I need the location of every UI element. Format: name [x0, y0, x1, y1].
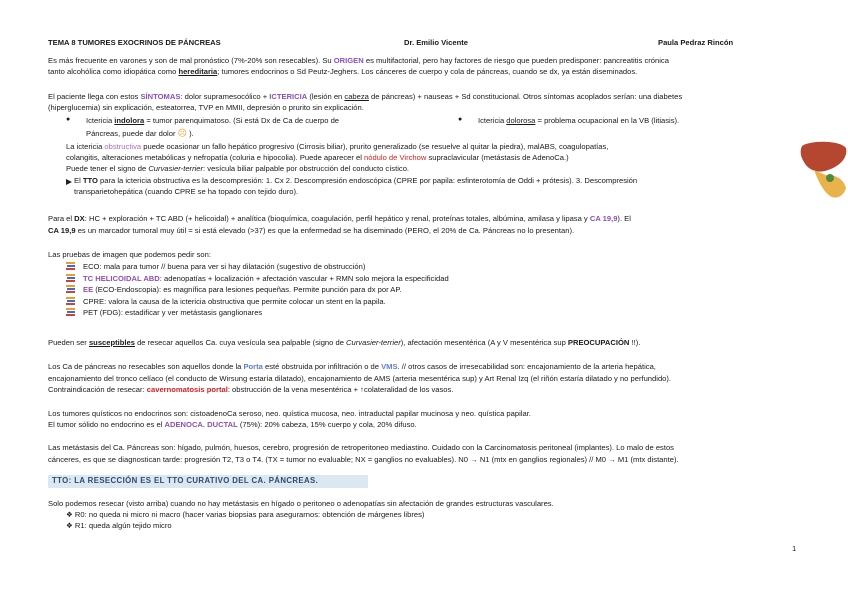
book-stack-icon: [66, 274, 83, 283]
obstructive-line-2: colangitis, alteraciones metabólicas y nefropatía (coluria e hipocolia). Puede aparecer el nódulo de Virchow supraclavicular (metástasis de AdenoCa.): [66, 153, 569, 162]
dx-line-2: CA 19,9 es un marcador tumoral muy útil = si está elevado (>37) es que la enfermedad se ha diseminado (PERO, el 20% de Ca. Páncreas no lo presentan).: [48, 226, 575, 235]
r1-item: ❖ R1: queda algún tejido micro: [66, 521, 172, 530]
doctor-name: Dr. Emilio Vicente: [404, 38, 469, 47]
imaging-test-name: EE: [83, 285, 94, 294]
diamond-bullet-icon: ❖: [66, 510, 75, 519]
imaging-test-name: ECO: [83, 262, 100, 271]
imaging-test-name: TC HELICOIDAL ABD: [83, 273, 160, 283]
imaging-item: [66, 262, 821, 272]
diamond-bullet-icon: ❖: [66, 521, 75, 530]
imaging-item: [66, 297, 821, 307]
imaging-intro: Las pruebas de imagen que podemos pedir son:: [48, 250, 211, 259]
cystic-tumors-line: Los tumores quísticos no endocrinos son: cistoadenoCa seroso, neo. quística mucosa, neo. intraductal papilar mucinosa y neo. quística papilar.: [48, 409, 531, 418]
intro-line-1: Es más frecuente en varones y son de mal pronóstico (7%-20% son resecables). Su ORIGEN es multifactorial, pero hay factores de riesgo que pueden predisponer: pancreatitis crónica: [48, 56, 669, 65]
metastasis-line-2: cánceres, es que se diagnostican tarde: progresión T2, T3 o T4. (TX = tumor no evaluable; NX = ganglios no evaluables). N0 → N1 (mtx en ganglios regionales) // M0 → M1 (mtx distante).: [48, 455, 679, 464]
tto-heading: TTO: LA RESECCIÓN ES EL TTO CURATIVO DEL CA. PÁNCREAS.: [52, 476, 319, 485]
r0-item: ❖ R0: no queda ni micro ni macro (hacer varias biopsias para asegurarnos: obtención de márgenes libres): [66, 510, 425, 519]
tto-icterus-line-2: transparietohepática (cuando CPRE se ha topado con tejido duro).: [74, 187, 299, 196]
book-stack-icon: [66, 308, 83, 317]
imaging-test-desc: : valora la causa de la ictericia obstructiva que permite colocar un stent en la papila.: [104, 296, 386, 306]
page-number: 1: [792, 544, 797, 553]
tto-icterus-line-1: El TTO para la ictericia obstructiva es la descompresión: 1. Cx 2. Descompresión endoscópica (CPRE por papila: esfinterotomía de Oddi + prótesis). 3. Descompresión: [66, 176, 786, 186]
imaging-item: [66, 308, 821, 318]
tto-line: Solo podemos resecar (visto arriba) cuando no hay metástasis en hígado o peritoneo o adenopatías sin afectación de grandes estructuras vasculares.: [48, 499, 554, 508]
arrow-bullet-icon: [66, 178, 74, 185]
dx-line-1: Para el DX: HC + exploración + TC ABD (+ helicoidal) + analítica (bioquímica, coagulación, perfil hepático y renal, proteínas totales, albúmina, amilasa y lipasa y CA 19,9). El: [48, 214, 631, 223]
bullet-icon: ●: [458, 116, 463, 123]
contraindication-line: Contraindicación de resecar: cavernomatosis portal: obstrucción de la vena mesentérica + ↑colateralidad de los vasos.: [48, 385, 454, 394]
imaging-test-desc: (ECO-Endoscopia): es magnífica para lesiones pequeñas. Permite punción para dx por AP.: [93, 285, 402, 294]
imaging-test-desc: : mala para tumor // buena para ver si hay dilatación (sugestivo de obstrucción): [99, 262, 366, 271]
bullet-icon: ●: [66, 116, 71, 123]
book-stack-icon: [66, 262, 83, 271]
obstructive-line-1: La ictericia obstructiva puede ocasionar un fallo hepático progresivo (Cirrosis biliar), prurito generalizado (se resuelve al quitar la piedra), malABS, coagulopatías,: [66, 142, 609, 151]
unresectable-line-1: Los Ca de páncreas no resecables son aquellos donde la Porta esté obstruida por infiltración o de VMS. // otros casos de irresecabilidad son: encajonamiento de la arteria hepática,: [48, 362, 656, 371]
author-name: Paula Pedraz Rincón: [658, 38, 734, 47]
book-stack-icon: [66, 285, 83, 294]
symptoms-line-2: (hiperglucemia) sin explicación, esteatorrea, TVP en MMII, depresión o prurito sin explicación.: [48, 103, 364, 112]
sad-face-icon: ☹: [177, 128, 187, 138]
curvasier-line: Puede tener el signo de Curvasier-terrier: vesícula biliar palpable por obstrucción del conducto cístico.: [66, 164, 410, 173]
imaging-test-name: CPRE: [83, 296, 105, 306]
imaging-item: [66, 285, 821, 295]
doc-title: TEMA 8 TUMORES EXOCRINOS DE PÁNCREAS: [48, 38, 221, 47]
book-stack-icon: [66, 297, 83, 306]
resectable-line: Pueden ser susceptibles de resecar aquellos Ca. cuya vesícula sea palpable (signo de Curvasier-terrier), afectación mesentérica (A y V mesentérica sup PREOCUPACIÓN !!).: [48, 338, 641, 347]
imaging-test-desc: : adenopatías + localización + afectación vascular + RMN solo mejora la especificidad: [159, 273, 449, 283]
solid-tumor-line: El tumor sólido no endocrino es el ADENOCA. DUCTAL (75%): 20% cabeza, 15% cuerpo y cola, 20% difuso.: [48, 420, 417, 429]
imaging-test-name: PET (FDG): [83, 308, 121, 317]
metastasis-line-1: Las metástasis del Ca. Páncreas son: hígado, pulmón, huesos, cerebro, progresión de retroperitoneo mediastino. Cuidado con la Carcinomatosis peritoneal (implantes). Lo malo de estos: [48, 443, 674, 452]
imaging-test-desc: : estadificar y ver metástasis ganglionares: [120, 308, 263, 317]
symptoms-line-1: El paciente llega con estos SÍNTOMAS: dolor supramesocólico + ICTERICIA (lesión en cabeza de páncreas) + nauseas + Sd constitucional. Otros síntomas acoplados serían: una diabetes: [48, 92, 683, 101]
bullet-dolorosa: Ictericia dolorosa = problema ocupacional en la VB (litiasis).: [478, 116, 680, 125]
tto-heading-band: [48, 475, 368, 488]
liver-pancreas-illustration: [800, 140, 848, 207]
intro-line-2: tanto alcohólica como idiopática como hereditaria; tumores endocrinos o Sd Peutz-Jeghers. Los cánceres de cuerpo y cola de páncreas, cuando se dx, ya están diseminados.: [48, 67, 638, 76]
imaging-item: [66, 274, 821, 284]
unresectable-line-2: encajonamiento del tronco celíaco (el conducto de Wirsung estaría dilatado), encajonamiento de AMS (arteria mesentérica sup) y Art Renal Izq (el riñón estaría dilatado y no perfundido).: [48, 374, 672, 383]
bullet-indolora: Ictericia indolora = tumor parenquimatoso. (Si está Dx de Ca de cuerpo de: [86, 116, 340, 125]
bullet-indolora-cont: Páncreas, puede dar dolor ☹ ).: [86, 128, 194, 138]
